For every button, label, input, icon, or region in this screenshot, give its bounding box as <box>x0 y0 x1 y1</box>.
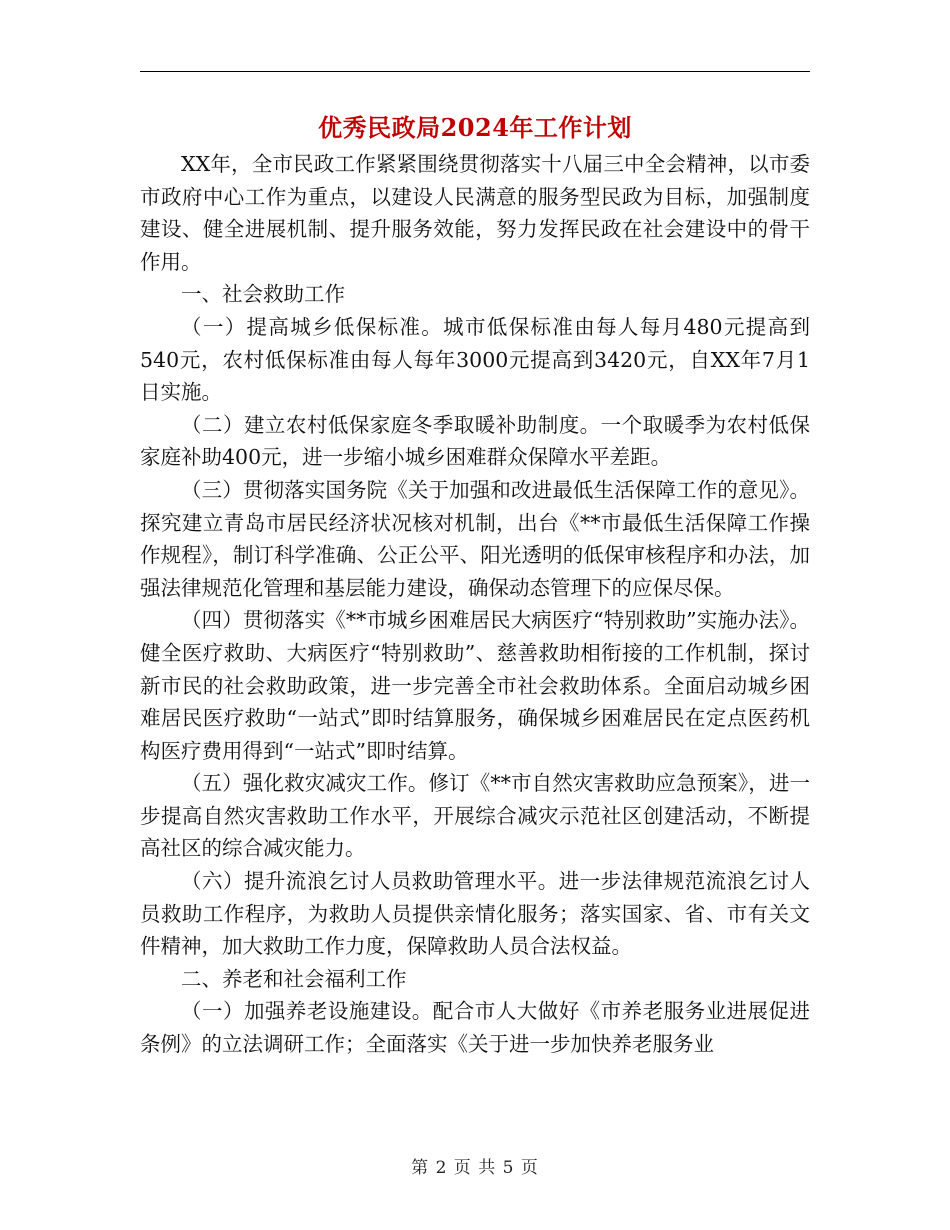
paragraph: （六）提升流浪乞讨人员救助管理水平。进一步法律规范流浪乞讨人员救助工作程序，为救助人员提供亲情化服务；落实国家、省、市有关文件精神，加大救助工作力度，保障救助人员合法权益。 <box>140 869 810 959</box>
paragraph: （四）贯彻落实《**市城乡困难居民大病医疗“特别救助”实施办法》。健全医疗救助、大病医疗“特别救助”、慈善救助相衔接的工作机制，探讨新市民的社会救助政策，进一步完善全市社会救助体系。全面启动城乡困难居民医疗救助“一站式”即时结算服务，确保城乡困难居民在定点医药机构医疗费用得到“一站式”即时结算。 <box>140 608 810 763</box>
paragraph: （五）强化救灾减灾工作。修订《**市自然灾害救助应急预案》，进一步提高自然灾害救助工作水平，开展综合减灾示范社区创建活动，不断提高社区的综合减灾能力。 <box>140 771 810 861</box>
header-rule <box>140 71 810 72</box>
paragraph: （一）提高城乡低保标准。城市低保标准由每人每月480元提高到540元，农村低保标准由每人每年3000元提高到3420元，自XX年7月1日实施。 <box>140 314 810 405</box>
section-heading: 一、社会救助工作 <box>181 282 345 307</box>
paragraph: （二）建立农村低保家庭冬季取暖补助制度。一个取暖季为农村低保家庭补助400元，进一步缩小城乡困难群众保障水平差距。 <box>140 412 810 470</box>
paragraph: （一）加强养老设施建设。配合市人大做好《市养老服务业进展促进条例》的立法调研工作；全面落实《关于进一步加快养老服务业 <box>140 999 810 1057</box>
page-footer: 第 2 页 共 5 页 <box>411 1158 539 1178</box>
paragraph: （三）贯彻落实国务院《关于加强和改进最低生活保障工作的意见》。探究建立青岛市居民经济状况核对机制，出台《**市最低生活保障工作操作规程》，制订科学准确、公正公平、阳光透明的低保审核程序和办法，加强法律规范化管理和基层能力建设，确保动态管理下的应保尽保。 <box>140 477 810 600</box>
document-title: 优秀民政局2024年工作计划 <box>318 113 632 142</box>
document-body <box>140 148 810 1061</box>
paragraph-intro: XX年，全市民政工作紧紧围绕贯彻落实十八届三中全会精神，以市委市政府中心工作为重点，以建设人民满意的服务型民政为目标，加强制度建设、健全进展机制、提升服务效能，努力发挥民政在社会建设中的骨干作用。 <box>140 152 810 274</box>
section-heading: 二、养老和社会福利工作 <box>181 966 407 991</box>
